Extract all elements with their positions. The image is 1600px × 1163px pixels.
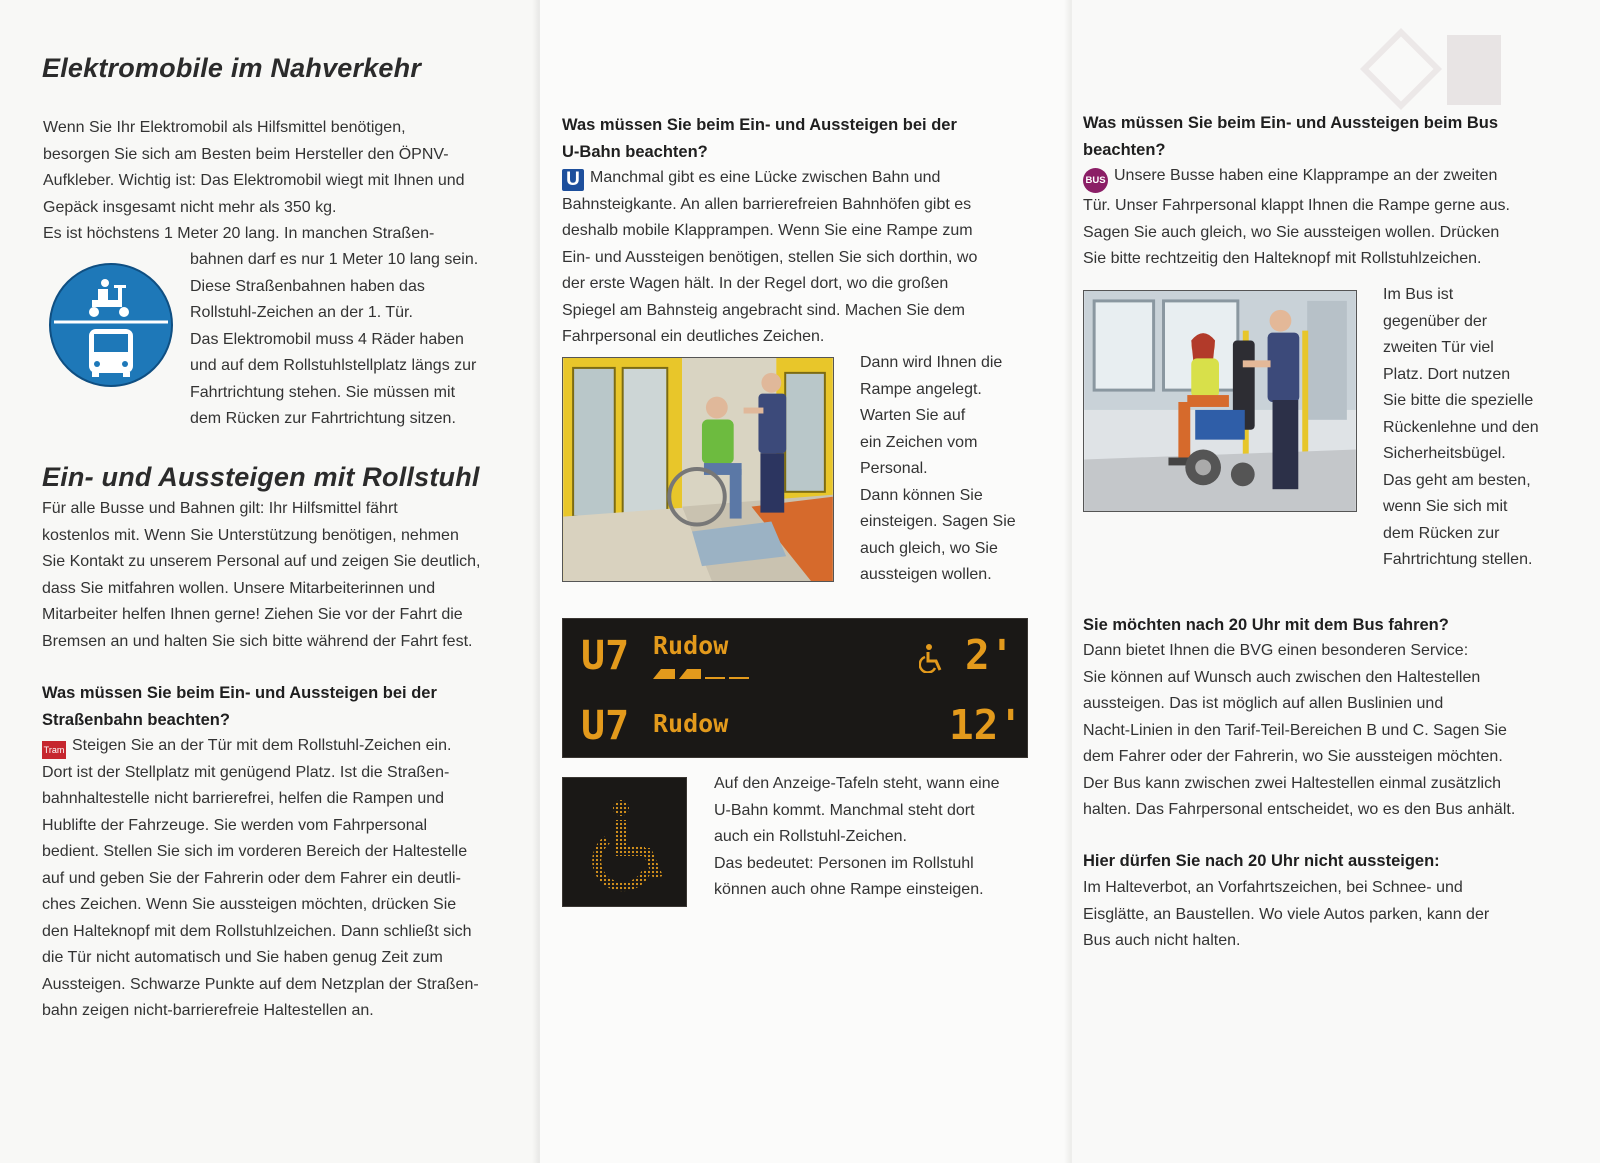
heading-line: Was müssen Sie beim Ein- und Aussteigen bei der — [42, 684, 437, 702]
text-line: Das geht am besten, — [1383, 471, 1531, 489]
text-line: können auch ohne Rampe einsteigen. — [714, 881, 984, 898]
text-line: auch ein Rollstuhl-Zeichen. — [714, 828, 907, 845]
text-line: Dort ist der Stellplatz mit genügend Platz. Ist die Straßen- — [42, 763, 450, 781]
title-elektromobile: Elektromobile im Nahverkehr — [42, 53, 422, 83]
led-wheelchair-panel — [562, 777, 687, 907]
text-line: Rampe angelegt. — [860, 380, 982, 398]
text-line: aussteigen wollen. — [860, 566, 992, 583]
text-line: bahnen darf es nur 1 Meter 10 lang sein. — [190, 251, 479, 268]
text-line: Personal. — [860, 460, 928, 477]
text-line: Der Bus kann zwischen zwei Haltestellen einmal zusätzlich — [1083, 774, 1501, 792]
text-line: Auf den Anzeige-Tafeln steht, wann eine — [714, 775, 1000, 792]
text-line: bedient. Stellen Sie sich im vorderen Bereich der Haltestelle — [42, 843, 468, 860]
text-line: Diese Straßenbahnen haben das — [190, 277, 425, 295]
text-line: U-Bahn kommt. Manchmal steht dort — [714, 801, 975, 819]
text-line: Aufkleber. Wichtig ist: Das Elektromobil wiegt mit Ihnen und — [43, 172, 465, 189]
heading-nicht-aussteigen: Hier dürfen Sie nach 20 Uhr nicht aussteigen: — [1083, 852, 1440, 870]
bus-wheelchair-illustration — [1083, 290, 1357, 512]
board-row2-line: U7 — [581, 703, 630, 749]
text-line: Spiegel am Bahnsteig angebracht sind. Machen Sie dem — [562, 301, 965, 319]
text-line: Im Halteverbot, an Vorfahrtszeichen, bei Schnee- und — [1083, 879, 1463, 896]
text-line: Sagen Sie auch gleich, wo Sie aussteigen wollen. Drücken — [1083, 223, 1500, 241]
text-line: auch gleich, wo Sie — [860, 539, 998, 557]
elektromobil-sign-icon — [48, 262, 174, 388]
text-line: Warten Sie auf — [860, 407, 966, 424]
text-line: auf und geben Sie der Fahrerin oder dem Fahrer ein deutli- — [42, 869, 461, 887]
text-line: Das Elektromobil muss 4 Räder haben — [190, 330, 464, 348]
text-span: Unsere Busse haben eine Klapprampe an der zweiten — [1114, 167, 1498, 184]
board-row1-minutes: 2' — [965, 631, 1015, 679]
text-line: gegenüber der — [1383, 312, 1488, 330]
para-ubahn — [562, 165, 1062, 351]
heading-line: Straßenbahn beachten? — [42, 711, 230, 729]
text-line: besorgen Sie sich am Besten beim Hersteller den ÖPNV- — [43, 145, 449, 163]
heading-strassenbahn — [42, 680, 522, 734]
heading-line: Was müssen Sie beim Ein- und Aussteigen bei der — [562, 116, 957, 134]
text-line: Gepäck insgesamt nicht mehr als 350 kg. — [43, 198, 337, 216]
para-strassenbahn — [42, 733, 527, 1025]
wheelchair-icon — [563, 778, 688, 908]
text-line: Tür. Unser Fahrpersonal klappt Ihnen die Rampe gerne aus. — [1083, 197, 1510, 214]
text-line: Das bedeutet: Personen im Rollstuhl — [714, 854, 974, 872]
text-line: Bremsen an und halten Sie sich bitte während der Fahrt fest. — [42, 632, 473, 650]
text-line: bahn zeigen nicht-barrierefreie Haltestellen an. — [42, 1002, 374, 1019]
text-line: Hublifte der Fahrzeuge. Sie werden vom Fahrpersonal — [42, 816, 428, 834]
text-line: einsteigen. Sagen Sie — [860, 513, 1016, 530]
board-row1-line: U7 — [581, 633, 630, 679]
text-line: kostenlos mit. Wenn Sie Unterstützung benötigen, nehmen — [42, 526, 459, 544]
text-line: dass Sie mitfahren wollen. Unsere Mitarbeiterinnen und — [42, 579, 436, 597]
bleed-through-shape — [1447, 35, 1501, 105]
text-line: dem Fahrer oder der Fahrerin, wo Sie aussteigen möchten. — [1083, 748, 1503, 765]
para-nach-20-uhr — [1083, 638, 1593, 824]
text-line: Für alle Busse und Bahnen gilt: Ihr Hilfsmittel fährt — [42, 500, 398, 517]
para-bus — [1083, 163, 1583, 273]
board-row1-destination: Rudow — [653, 631, 729, 660]
text-line: ches Zeichen. Wenn Sie aussteigen möchten, drücken Sie — [42, 896, 457, 913]
text-line: Platz. Dort nutzen — [1383, 365, 1511, 383]
para-rollstuhl — [42, 496, 522, 655]
board-row2-destination: Rudow — [653, 709, 729, 738]
para-display — [714, 771, 1054, 904]
text-line: Fahrtrichtung stellen. — [1383, 551, 1533, 568]
text-line: Rollstuhl-Zeichen an der 1. Tür. — [190, 304, 413, 321]
text-line: Mitarbeiter helfen Ihnen gerne! Ziehen Sie vor der Fahrt die — [42, 606, 463, 623]
text-line: Sie bitte die spezielle — [1383, 392, 1534, 409]
title-rollstuhl: Ein- und Aussteigen mit Rollstuhl — [42, 462, 480, 492]
text-line: dem Rücken zur Fahrtrichtung sitzen. — [190, 410, 456, 427]
text-line: aussteigen. Das ist möglich auf allen Buslinien und — [1083, 695, 1444, 712]
heading-ubahn — [562, 112, 1062, 166]
text-line: Bahnsteigkante. An allen barrierefreien Bahnhöfen gibt es — [562, 195, 972, 213]
text-line: Eisglätte, an Baustellen. Wo viele Autos parken, kann der — [1083, 905, 1490, 923]
text-line: Fahrtrichtung stehen. Sie müssen mit — [190, 383, 456, 401]
text-line: den Halteknopf mit dem Rollstuhlzeichen. Dann schließt sich — [42, 922, 472, 940]
text-line: Dann wird Ihnen die — [860, 354, 1003, 371]
text-line: Bus auch nicht halten. — [1083, 932, 1241, 949]
heading-line: Was müssen Sie beim Ein- und Aussteigen beim Bus — [1083, 114, 1499, 132]
text-span: Steigen Sie an der Tür mit dem Rollstuhl-Zeichen ein. — [72, 737, 452, 754]
departure-display-board — [562, 618, 1028, 758]
text-line: Dann können Sie — [860, 486, 983, 504]
text-line: Es ist höchstens 1 Meter 20 lang. In manchen Straßen- — [43, 225, 435, 242]
board-wheelchair-icon — [919, 643, 945, 673]
text-line: deshalb mobile Klapprampen. Wenn Sie eine Rampe zum — [562, 222, 973, 239]
text-line: ein Zeichen vom — [860, 433, 978, 451]
text-line: Fahrpersonal ein deutliches Zeichen. — [562, 328, 825, 345]
bus-icon: BUS — [1083, 168, 1108, 193]
ubahn-ramp-illustration — [562, 357, 834, 582]
heading-line: U-Bahn beachten? — [562, 143, 708, 161]
text-line: Sie können auf Wunsch auch zwischen den Haltestellen — [1083, 668, 1481, 686]
middle-panel — [540, 0, 1072, 1163]
text-line: Nacht-Linien in den Tarif-Teil-Bereichen B und C. Sagen Sie — [1083, 721, 1507, 739]
text-line: Wenn Sie Ihr Elektromobil als Hilfsmittel benötigen, — [43, 119, 406, 136]
para-ubahn-side — [860, 350, 1070, 589]
u-bahn-icon: U — [562, 169, 584, 191]
left-panel — [0, 0, 540, 1163]
text-line: halten. Das Fahrpersonal entscheidet, wo es den Bus anhält. — [1083, 801, 1516, 818]
text-line: zweiten Tür viel — [1383, 339, 1494, 356]
text-line: wenn Sie sich mit — [1383, 498, 1508, 515]
text-line: Sicherheitsbügel. — [1383, 445, 1506, 462]
text-line — [1083, 163, 1583, 193]
text-line: Ein- und Aussteigen benötigen, stellen Sie sich dorthin, wo — [562, 248, 978, 266]
text-line: dem Rücken zur — [1383, 524, 1500, 542]
heading-bus — [1083, 110, 1583, 164]
para-bus-side — [1383, 282, 1598, 574]
heading-nach-20-uhr: Sie möchten nach 20 Uhr mit dem Bus fahren? — [1083, 616, 1449, 634]
text-line: der erste Wagen hält. In der Regel dort, wo die großen — [562, 275, 949, 292]
text-line: Sie Kontakt zu unserem Personal auf und zeigen Sie deutlich, — [42, 553, 481, 570]
para-nicht-aussteigen — [1083, 875, 1593, 955]
text-line: Rückenlehne und den — [1383, 418, 1539, 436]
text-line — [42, 733, 527, 760]
bleed-through-shape — [1360, 28, 1442, 110]
text-line: Dann bietet Ihnen die BVG einen besonderen Service: — [1083, 642, 1469, 659]
text-span: Manchmal gibt es eine Lücke zwischen Bahn und — [590, 169, 941, 186]
text-line: Aussteigen. Schwarze Punkte auf dem Netzplan der Straßen- — [42, 975, 479, 993]
board-wagon-indicator — [653, 667, 763, 679]
text-line: und auf dem Rollstuhlstellplatz längs zur — [190, 357, 477, 374]
tram-icon: Tram — [42, 741, 66, 759]
para-elektromobile — [43, 115, 523, 248]
text-line: Im Bus ist — [1383, 286, 1454, 303]
para-elektromobile-wrap — [190, 247, 520, 433]
text-line — [562, 165, 1062, 192]
text-line: bahnhaltestelle nicht barrierefrei, helfen die Rampen und — [42, 790, 445, 807]
right-panel — [1072, 0, 1600, 1163]
text-line: die Tür nicht automatisch und Sie haben genug Zeit zum — [42, 949, 443, 966]
heading-line: beachten? — [1083, 141, 1166, 159]
text-line: Sie bitte rechtzeitig den Halteknopf mit Rollstuhlzeichen. — [1083, 250, 1482, 267]
board-row2-minutes: 12' — [949, 701, 1024, 749]
